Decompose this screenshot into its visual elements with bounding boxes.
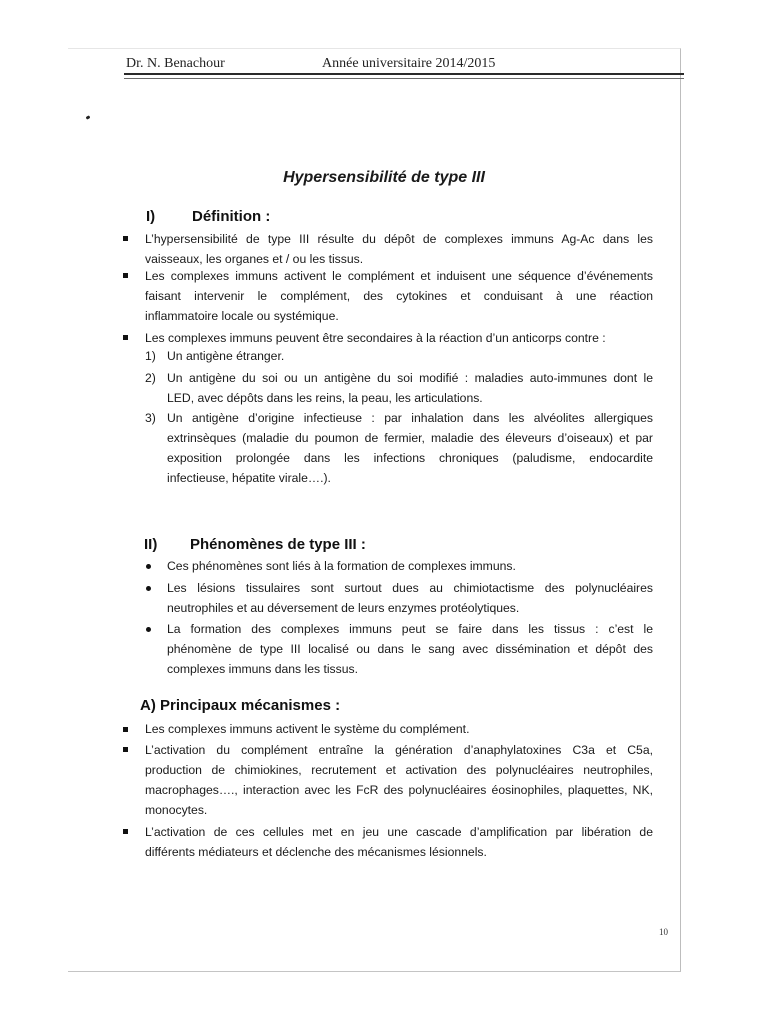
text-line: inflammatoire locale ou systémique. <box>145 309 339 323</box>
text-line: phénomène de type III localisé ou dans le sang avec dissémination et dépôt des <box>167 642 653 656</box>
text-line: production de chimiokines, recrutement et activation des polynucléaires neutrophiles, <box>145 763 653 777</box>
text-line: LED, avec dépôts dans les reins, la peau, les articulations. <box>167 391 483 405</box>
phenomena-bullet-2 <box>167 578 653 618</box>
text-line: Les lésions tissulaires sont surtout dues au chimiotactisme des polynucléaires <box>167 581 653 595</box>
text-line: faisant intervenir le complément, des cytokines et conduisant à une réaction <box>145 289 653 303</box>
text-line: complexes immuns dans les tissus. <box>167 662 359 676</box>
page-number: 10 <box>659 927 668 937</box>
text-line: La formation des complexes immuns peut se faire dans les tissus : c’est le <box>167 622 653 636</box>
header-academic-year: Année universitaire 2014/2015 <box>322 56 496 71</box>
definition-bullet-1 <box>145 229 653 269</box>
text-line: neutrophiles et au déversement de leurs enzymes protéolytiques. <box>167 601 520 615</box>
section-2-title: Phénomènes de type III : <box>190 536 366 553</box>
text-line: Les complexes immuns activent le complément et induisent une séquence d’événements <box>145 269 653 283</box>
text-line: différents médiateurs et déclenche des mécanismes lésionnels. <box>145 845 487 859</box>
bullet-marker <box>123 273 128 278</box>
numbered-item-3 <box>167 408 653 488</box>
text-line: infectieuse, hépatite virale….). <box>167 471 331 485</box>
text-line: L’activation de ces cellules met en jeu une cascade d’amplification par libération de <box>145 825 653 839</box>
document-title: Hypersensibilité de type III <box>283 169 485 186</box>
text-line: exposition prolongée dans les infections chroniques (paludisme, endocardite <box>167 451 653 465</box>
mechanisms-bullet-3 <box>145 822 653 862</box>
text-line: Un antigène du soi ou un antigène du soi modifié : maladies auto-immunes dont le <box>167 371 653 385</box>
mechanisms-bullet-1 <box>145 719 653 739</box>
numbered-label-2: 2) <box>145 371 156 385</box>
phenomena-bullet-1 <box>167 556 653 576</box>
bullet-marker <box>123 335 128 340</box>
text-line: extrinsèques (maladie du poumon de fermier, maladie des éleveurs d’oiseaux) et par <box>167 431 653 445</box>
bullet-marker <box>146 627 151 632</box>
text-line: Les complexes immuns peuvent être secondaires à la réaction d’un anticorps contre : <box>145 331 606 345</box>
text-line: Un antigène d’origine infectieuse : par inhalation dans les alvéolites allergiques <box>167 411 653 425</box>
bullet-marker <box>123 829 128 834</box>
bullet-marker <box>123 747 128 752</box>
section-1-title: Définition : <box>192 208 271 225</box>
header-rule <box>124 73 684 79</box>
definition-bullet-2 <box>145 266 653 326</box>
bullet-marker <box>123 727 128 732</box>
text-line: Ces phénomènes sont liés à la formation de complexes immuns. <box>167 559 516 573</box>
numbered-item-1 <box>167 346 653 366</box>
numbered-label-3: 3) <box>145 411 156 425</box>
section-1-number: I) <box>146 208 156 225</box>
section-3-heading: A) Principaux mécanismes : <box>140 697 341 714</box>
definition-bullet-3 <box>145 328 653 348</box>
numbered-label-1: 1) <box>145 349 156 363</box>
text-line: monocytes. <box>145 803 208 817</box>
text-line: L’hypersensibilité de type III résulte du dépôt de complexes immuns Ag-Ac dans les <box>145 232 653 246</box>
header-author: Dr. N. Benachour <box>126 56 225 71</box>
phenomena-bullet-3 <box>167 619 653 679</box>
bullet-marker <box>146 586 151 591</box>
bullet-marker <box>123 236 128 241</box>
text-line: macrophages…., interaction avec les FcR des polynucléaires éosinophiles, plaquettes, NK, <box>145 783 653 797</box>
section-2-number: II) <box>144 536 158 553</box>
section-1-heading <box>146 208 270 225</box>
text-line: Un antigène étranger. <box>167 349 285 363</box>
numbered-item-2 <box>167 368 653 408</box>
section-2-heading <box>144 536 366 553</box>
text-line: L’activation du complément entraîne la génération d’anaphylatoxines C3a et C5a, <box>145 743 653 757</box>
bullet-marker <box>146 564 151 569</box>
text-line: vaisseaux, les organes et / ou les tissus. <box>145 252 364 266</box>
text-line: Les complexes immuns activent le système du complément. <box>145 722 470 736</box>
mechanisms-bullet-2 <box>145 740 653 820</box>
